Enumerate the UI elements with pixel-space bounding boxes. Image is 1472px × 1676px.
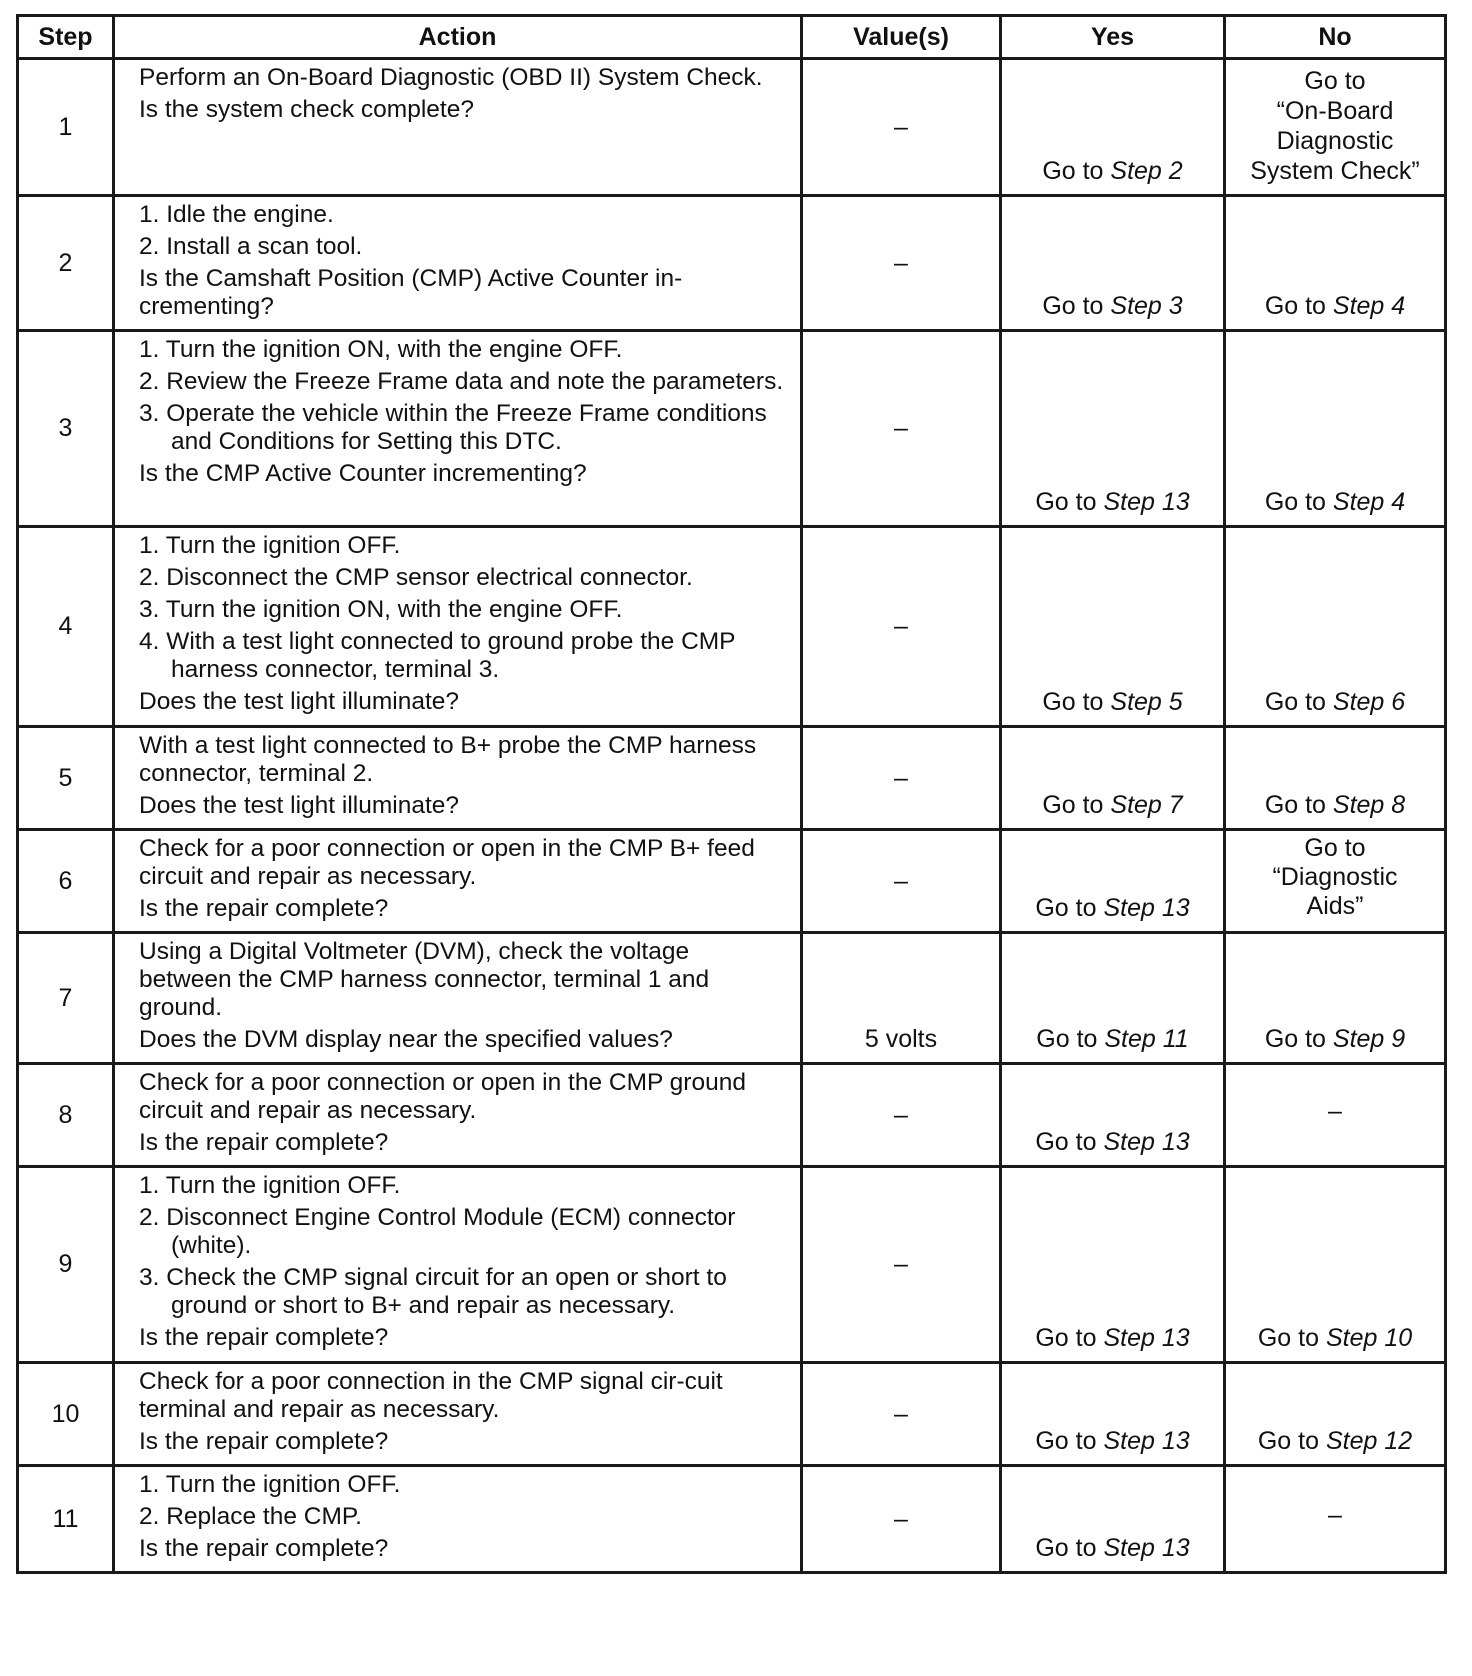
table-row	[18, 1167, 1446, 1363]
yes-goto-step: Step 13	[1103, 1324, 1190, 1352]
diagnostic-table	[16, 14, 1447, 1574]
action-question: Is the system check complete?	[139, 96, 474, 123]
action-question: Is the Camshaft Position (CMP) Active Counter in-crementing?	[139, 265, 683, 320]
action-item: 1. Turn the ignition OFF.	[139, 532, 401, 559]
value-cell: –	[802, 1167, 1001, 1363]
value-cell: 5 volts	[802, 933, 1001, 1064]
action-cell	[114, 933, 802, 1064]
yes-cell	[1001, 196, 1225, 331]
yes-goto-prefix: Go to	[1035, 1427, 1104, 1455]
yes-goto-step: Step 5	[1110, 688, 1183, 716]
table-row	[18, 933, 1446, 1064]
action-cell	[114, 59, 802, 196]
action-text: Check for a poor connection or open in the CMP ground circuit and repair as necessary.	[139, 1069, 746, 1124]
action-cell	[114, 1363, 802, 1466]
yes-cell	[1001, 59, 1225, 196]
yes-goto-step: Step 13	[1103, 1534, 1190, 1562]
action-text: Check for a poor connection or open in the CMP B+ feed circuit and repair as necessary.	[139, 835, 755, 890]
no-cell	[1225, 1466, 1446, 1573]
no-goto-prefix: Go to	[1264, 1025, 1333, 1053]
value-cell: –	[802, 1064, 1001, 1167]
no-dash: –	[1328, 1500, 1342, 1529]
table-body	[18, 59, 1446, 1573]
value-cell: –	[802, 331, 1001, 527]
header-yes: Yes	[1001, 16, 1225, 59]
no-line: System Check”	[1250, 157, 1420, 185]
no-line: “Diagnostic	[1272, 862, 1398, 891]
no-goto-prefix: Go to	[1257, 1427, 1326, 1455]
action-question: Is the repair complete?	[139, 895, 389, 922]
action-text: Using a Digital Voltmeter (DVM), check the voltage between the CMP harness connector, terminal 1 and ground.	[139, 938, 710, 1021]
action-cell	[114, 1466, 802, 1573]
step-number: 4	[18, 527, 114, 727]
action-text: Perform an On-Board Diagnostic (OBD II) System Check.	[139, 64, 763, 91]
step-number: 6	[18, 830, 114, 933]
no-goto-step: Step 8	[1332, 791, 1406, 819]
value-cell: –	[802, 196, 1001, 331]
action-cell	[114, 830, 802, 933]
yes-goto-step: Step 13	[1103, 894, 1190, 922]
value-cell: –	[802, 1363, 1001, 1466]
action-question: Does the test light illuminate?	[139, 688, 460, 715]
table-row	[18, 727, 1446, 830]
yes-goto-step: Step 3	[1110, 292, 1183, 320]
header-action: Action	[114, 16, 802, 59]
no-goto-step: Step 10	[1325, 1324, 1413, 1352]
yes-goto-step: Step 2	[1110, 157, 1183, 185]
action-item: 2. Install a scan tool.	[139, 233, 363, 260]
header-step: Step	[18, 16, 114, 59]
step-number: 11	[18, 1466, 114, 1573]
no-cell	[1225, 331, 1446, 527]
yes-goto-step: Step 13	[1103, 1128, 1190, 1156]
value-cell: –	[802, 830, 1001, 933]
no-line: Go to	[1304, 67, 1366, 95]
yes-goto-step: Step 13	[1103, 1427, 1190, 1455]
no-cell	[1225, 1167, 1446, 1363]
no-line: Diagnostic	[1276, 127, 1394, 155]
no-goto-step: Step 4	[1332, 488, 1406, 516]
action-question: Does the DVM display near the specified values?	[139, 1026, 673, 1053]
no-goto-step: Step 12	[1325, 1427, 1413, 1455]
header-no: No	[1225, 16, 1446, 59]
action-cell	[114, 1167, 802, 1363]
yes-goto-prefix: Go to	[1042, 791, 1111, 819]
no-cell	[1225, 1363, 1446, 1466]
table-row	[18, 1363, 1446, 1466]
no-goto-step: Step 9	[1332, 1025, 1406, 1053]
no-goto-prefix: Go to	[1264, 292, 1333, 320]
yes-goto-step: Step 13	[1103, 488, 1190, 516]
action-item: 1. Turn the ignition ON, with the engine OFF.	[139, 336, 623, 363]
action-item: 1. Idle the engine.	[139, 201, 334, 228]
yes-goto-prefix: Go to	[1042, 292, 1111, 320]
step-number: 10	[18, 1363, 114, 1466]
yes-goto-prefix: Go to	[1042, 157, 1111, 185]
yes-goto-prefix: Go to	[1035, 894, 1104, 922]
table-row	[18, 527, 1446, 727]
yes-goto-step: Step 11	[1104, 1025, 1189, 1053]
table-row	[18, 331, 1446, 527]
action-text: Check for a poor connection in the CMP signal cir-cuit terminal and repair as necessary.	[139, 1368, 723, 1423]
yes-goto-prefix: Go to	[1042, 688, 1111, 716]
table-row	[18, 59, 1446, 196]
no-goto-prefix: Go to	[1264, 488, 1333, 516]
action-item: 2. Replace the CMP.	[139, 1503, 362, 1530]
no-goto-step: Step 4	[1332, 292, 1406, 320]
no-cell	[1225, 59, 1446, 196]
no-cell	[1225, 196, 1446, 331]
table-row	[18, 1064, 1446, 1167]
action-item: 2. Disconnect the CMP sensor electrical connector.	[139, 564, 693, 591]
header-row	[18, 16, 1446, 59]
action-question: Is the CMP Active Counter incrementing?	[139, 460, 587, 487]
action-cell	[114, 196, 802, 331]
no-cell	[1225, 1064, 1446, 1167]
yes-cell	[1001, 1466, 1225, 1573]
no-line: “On-Board	[1276, 97, 1394, 125]
action-question: Is the repair complete?	[139, 1428, 389, 1455]
step-number: 2	[18, 196, 114, 331]
action-cell	[114, 727, 802, 830]
no-cell	[1225, 933, 1446, 1064]
action-item: 4. With a test light connected to ground probe the CMP harness connector, terminal 3.	[139, 628, 736, 683]
step-number: 1	[18, 59, 114, 196]
yes-cell	[1001, 727, 1225, 830]
action-question: Does the test light illuminate?	[139, 792, 460, 819]
table-row	[18, 196, 1446, 331]
action-item: 3. Check the CMP signal circuit for an open or short to ground or short to B+ and repair as necessary.	[139, 1264, 727, 1319]
no-cell	[1225, 830, 1446, 933]
action-item: 1. Turn the ignition OFF.	[139, 1172, 401, 1199]
no-goto-prefix: Go to	[1264, 791, 1333, 819]
step-number: 9	[18, 1167, 114, 1363]
yes-cell	[1001, 1167, 1225, 1363]
table-row	[18, 1466, 1446, 1573]
action-cell	[114, 527, 802, 727]
yes-cell	[1001, 933, 1225, 1064]
table-row	[18, 830, 1446, 933]
action-cell	[114, 331, 802, 527]
no-cell	[1225, 527, 1446, 727]
yes-cell	[1001, 1064, 1225, 1167]
no-line: Aids”	[1306, 891, 1364, 920]
action-text: With a test light connected to B+ probe the CMP harness connector, terminal 2.	[139, 732, 757, 787]
action-question: Is the repair complete?	[139, 1129, 389, 1156]
action-item: 3. Turn the ignition ON, with the engine OFF.	[139, 596, 623, 623]
yes-cell	[1001, 830, 1225, 933]
value-cell: –	[802, 727, 1001, 830]
step-number: 8	[18, 1064, 114, 1167]
action-item: 2. Review the Freeze Frame data and note the parameters.	[139, 368, 784, 395]
no-dash: –	[1328, 1096, 1342, 1125]
value-cell: –	[802, 527, 1001, 727]
header-values: Value(s)	[802, 16, 1001, 59]
yes-goto-step: Step 7	[1110, 791, 1183, 819]
action-question: Is the repair complete?	[139, 1324, 389, 1351]
value-cell: –	[802, 1466, 1001, 1573]
no-goto-prefix: Go to	[1257, 1324, 1326, 1352]
no-cell	[1225, 727, 1446, 830]
yes-goto-prefix: Go to	[1035, 1324, 1104, 1352]
yes-goto-prefix: Go to	[1035, 1128, 1104, 1156]
action-item: 3. Operate the vehicle within the Freeze Frame conditions and Conditions for Setting this DTC.	[139, 400, 767, 455]
no-goto-prefix: Go to	[1264, 688, 1333, 716]
action-item: 1. Turn the ignition OFF.	[139, 1471, 401, 1498]
step-number: 3	[18, 331, 114, 527]
yes-goto-prefix: Go to	[1035, 488, 1104, 516]
step-number: 5	[18, 727, 114, 830]
no-line: Go to	[1304, 833, 1366, 862]
yes-cell	[1001, 527, 1225, 727]
step-number: 7	[18, 933, 114, 1064]
action-question: Is the repair complete?	[139, 1535, 389, 1562]
action-cell	[114, 1064, 802, 1167]
yes-goto-prefix: Go to	[1035, 1534, 1104, 1562]
yes-cell	[1001, 331, 1225, 527]
value-cell: –	[802, 59, 1001, 196]
action-item: 2. Disconnect Engine Control Module (ECM) connector (white).	[139, 1204, 736, 1259]
yes-cell	[1001, 1363, 1225, 1466]
no-goto-step: Step 6	[1332, 688, 1406, 716]
yes-goto-prefix: Go to	[1036, 1025, 1105, 1053]
